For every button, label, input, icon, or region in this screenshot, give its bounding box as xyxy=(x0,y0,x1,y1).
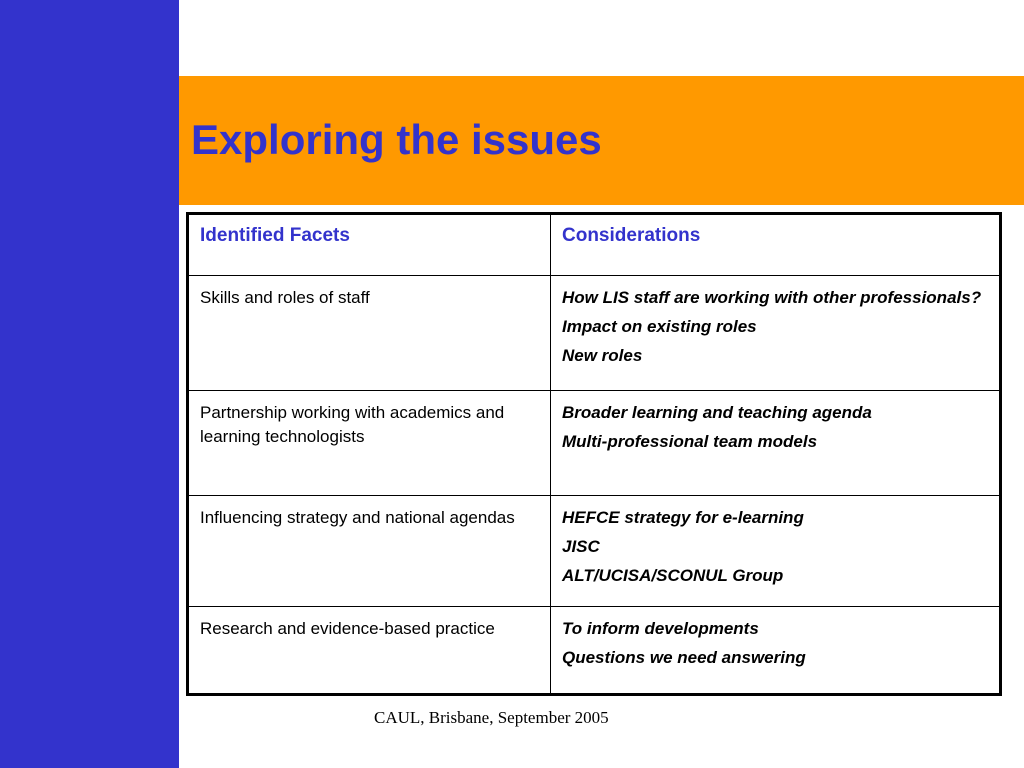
consideration-item: Multi-professional team models xyxy=(562,432,818,451)
consideration-item: HEFCE strategy for e-learning xyxy=(562,508,804,527)
consideration-item: How LIS staff are working with other professionals? xyxy=(562,288,982,307)
considerations-list xyxy=(562,617,991,670)
facet-text: Partnership working with academics and learning technologists xyxy=(200,403,505,446)
slide-title: Exploring the issues xyxy=(191,116,602,163)
facet-text: Skills and roles of staff xyxy=(200,288,370,307)
considerations-list xyxy=(562,506,991,588)
consideration-item: ALT/UCISA/SCONUL Group xyxy=(562,566,784,585)
header-identified-facets: Identified Facets xyxy=(188,214,551,276)
consideration-item: To inform developments xyxy=(562,619,759,638)
consideration-item: JISC xyxy=(562,537,600,556)
table-row xyxy=(188,496,1001,607)
slide-footer: CAUL, Brisbane, September 2005 xyxy=(374,708,609,727)
consideration-item: Broader learning and teaching agenda xyxy=(562,403,872,422)
consideration-item: Questions we need answering xyxy=(562,648,806,667)
facets-table xyxy=(186,212,1002,696)
facet-text: Influencing strategy and national agendas xyxy=(200,508,515,527)
considerations-list xyxy=(562,286,991,368)
table-row xyxy=(188,276,1001,391)
facet-cell xyxy=(188,391,551,496)
left-accent-bar xyxy=(0,0,179,768)
header-considerations: Considerations xyxy=(551,214,1001,276)
considerations-list xyxy=(562,401,991,454)
facet-text: Research and evidence-based practice xyxy=(200,619,495,638)
facet-cell xyxy=(188,496,551,607)
facet-cell xyxy=(188,276,551,391)
considerations-cell xyxy=(551,607,1001,695)
considerations-cell xyxy=(551,276,1001,391)
considerations-cell xyxy=(551,391,1001,496)
table-header-row xyxy=(188,214,1001,276)
table-row xyxy=(188,607,1001,695)
considerations-cell xyxy=(551,496,1001,607)
consideration-item: Impact on existing roles xyxy=(562,317,757,336)
consideration-item: New roles xyxy=(562,346,643,365)
table-row xyxy=(188,391,1001,496)
facet-cell xyxy=(188,607,551,695)
